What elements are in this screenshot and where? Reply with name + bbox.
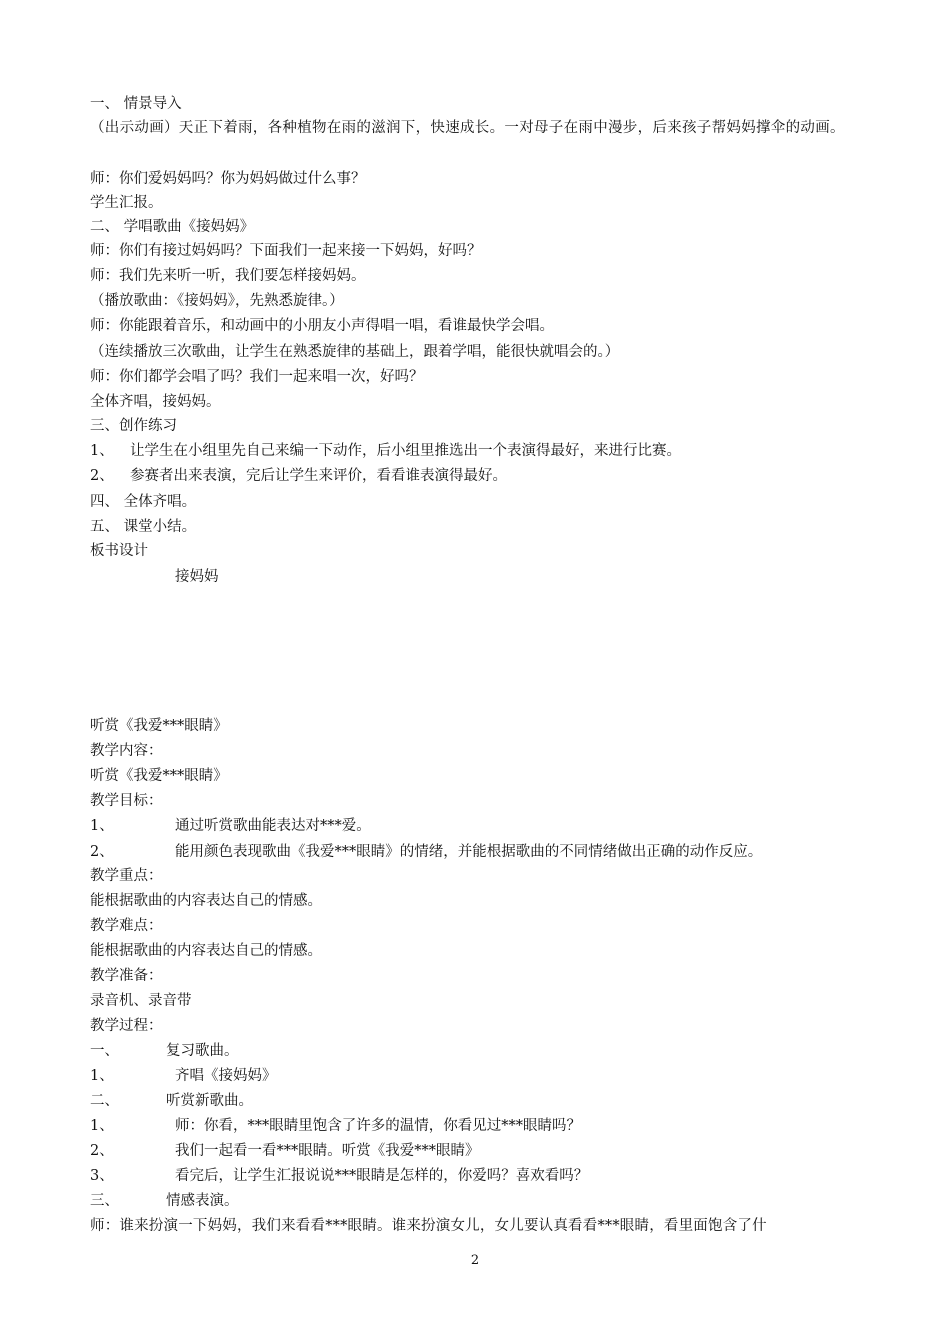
text-difficulty: 能根据歌曲的内容表达自己的情感。 [90, 943, 322, 959]
list-number: 1、 [90, 1118, 114, 1134]
list-item [90, 1141, 480, 1161]
list-item [90, 1116, 581, 1136]
list-text: 能用颜色表现歌曲《我爱***眼睛》的情绪，并能根据歌曲的不同情绪做出正确的动作反应。 [175, 844, 763, 860]
text-line: 师：你们都学会唱了吗？我们一起来唱一次，好吗？ [90, 369, 424, 385]
heading-scene-intro: 一、 情景导入 [90, 96, 182, 112]
text-line: 师：我们先来听一听，我们要怎样接妈妈。 [90, 268, 366, 284]
text-preparation: 录音机、录音带 [90, 993, 192, 1009]
list-text: 看完后，让学生汇报说说***眼睛是怎样的，你爱吗？喜欢看吗？ [175, 1168, 589, 1184]
page-number: 2 [470, 1253, 480, 1268]
label-preparation: 教学准备： [90, 968, 163, 984]
list-number: 三、 [90, 1193, 119, 1209]
list-text: 参赛者出来表演，完后让学生来评价，看看谁表演得最好。 [130, 468, 507, 484]
list-number: 1、 [90, 1068, 114, 1084]
text-line: 全体齐唱，接妈妈。 [90, 394, 221, 410]
list-item [90, 816, 371, 836]
list-text: 复习歌曲。 [166, 1043, 239, 1059]
label-content: 教学内容： [90, 743, 163, 759]
label-difficulty: 教学难点： [90, 918, 163, 934]
list-number: 二、 [90, 1093, 119, 1109]
text-line: 师：谁来扮演一下妈妈，我们来看看***眼睛。谁来扮演女儿，女儿要认真看看***眼睛，看里面饱含了什 [90, 1218, 767, 1234]
list-number: 2、 [90, 468, 114, 484]
heading-summary: 五、 课堂小结。 [90, 519, 197, 535]
heading-board-design: 板书设计 [90, 543, 148, 559]
label-goal: 教学目标： [90, 793, 163, 809]
text-line: （播放歌曲：《接妈妈》，先熟悉旋律。） [90, 293, 344, 309]
list-text: 师：你看，***眼睛里饱含了许多的温情，你看见过***眼睛吗？ [175, 1118, 581, 1134]
paragraph-animation: （出示动画）天正下着雨，各种植物在雨的滋润下，快速成长。一对母子在雨中漫步，后来孩子帮妈妈撑伞的动画。 [90, 120, 845, 136]
list-text: 我们一起看一看***眼睛。听赏《我爱***眼睛》 [175, 1143, 480, 1159]
list-text: 情感表演。 [166, 1193, 239, 1209]
list-item [90, 441, 681, 461]
list-number: 1、 [90, 818, 114, 834]
text-content: 听赏《我爱***眼睛》 [90, 768, 228, 784]
list-text: 听赏新歌曲。 [166, 1093, 253, 1109]
text-line: （连续播放三次歌曲，让学生在熟悉旋律的基础上，跟着学唱，能很快就唱会的。） [90, 344, 620, 360]
list-item [90, 1091, 253, 1111]
list-item [90, 1066, 277, 1086]
label-key-point: 教学重点： [90, 868, 163, 884]
text-line: 师：你们爱妈妈吗？你为妈妈做过什么事？ [90, 171, 366, 187]
heading-learn-song: 二、 学唱歌曲《接妈妈》 [90, 219, 255, 235]
text-line: 学生汇报。 [90, 195, 163, 211]
text-key-point: 能根据歌曲的内容表达自己的情感。 [90, 893, 322, 909]
text-line: 师：你们有接过妈妈吗？下面我们一起来接一下妈妈，好吗？ [90, 243, 482, 259]
lesson-title: 听赏《我爱***眼睛》 [90, 718, 228, 734]
list-number: 3、 [90, 1168, 114, 1184]
heading-creation: 三、创作练习 [90, 418, 177, 434]
list-text: 让学生在小组里先自己来编一下动作，后小组里推选出一个表演得最好，来进行比赛。 [130, 443, 681, 459]
list-item [90, 1166, 588, 1186]
list-number: 2、 [90, 844, 114, 860]
list-text: 齐唱《接妈妈》 [175, 1068, 277, 1084]
list-text: 通过听赏歌曲能表达对***爱。 [175, 818, 371, 834]
list-item [90, 466, 507, 486]
list-item [90, 842, 762, 862]
list-item [90, 1191, 239, 1211]
text-line: 师：你能跟着音乐，和动画中的小朋友小声得唱一唱，看谁最快学会唱。 [90, 318, 554, 334]
heading-sing-together: 四、 全体齐唱。 [90, 494, 197, 510]
list-item [90, 1041, 239, 1061]
list-number: 2、 [90, 1143, 114, 1159]
label-process: 教学过程： [90, 1018, 163, 1034]
list-number: 一、 [90, 1043, 119, 1059]
board-title: 接妈妈 [175, 569, 219, 585]
list-number: 1、 [90, 443, 114, 459]
